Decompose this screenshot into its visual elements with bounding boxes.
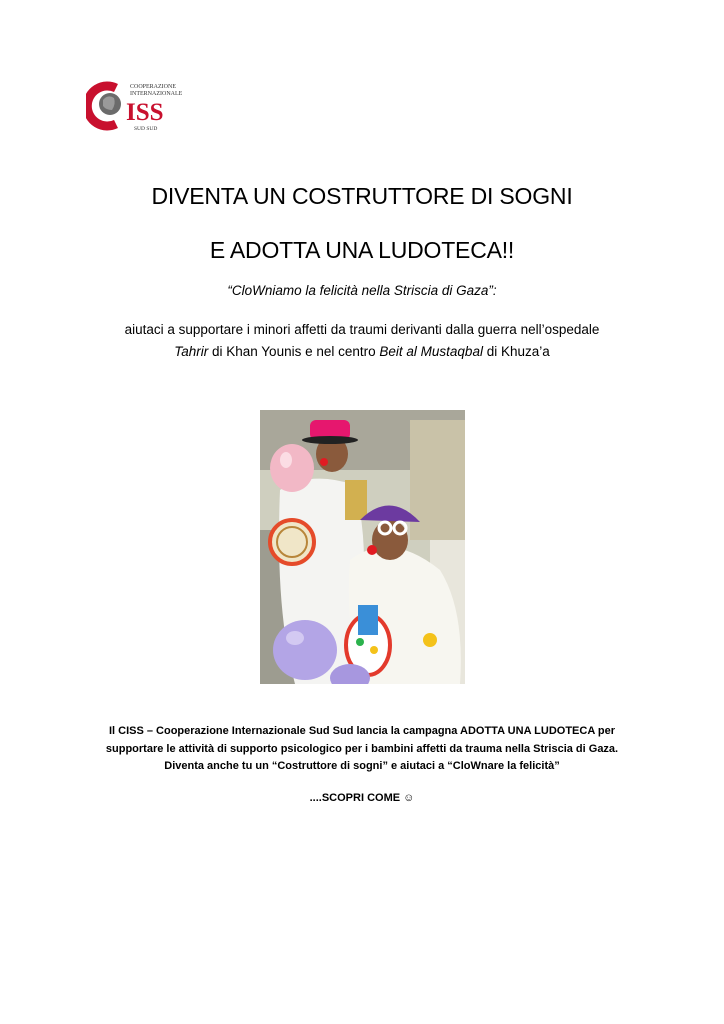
campaign-line-3: Diventa anche tu un “Costruttore di sogni” e aiutaci a “CloWnare la felicità” — [164, 760, 560, 772]
intro-line-2-mid: di Khan Younis e nel centro — [208, 344, 380, 359]
center-name: Beit al Mustaqbal — [379, 344, 483, 359]
intro-line-1: aiutaci a supportare i minori affetti da traumi derivanti dalla guerra nell’ospedale — [124, 322, 600, 337]
clowns-photo — [260, 410, 465, 684]
intro-line-2 — [40, 341, 684, 363]
ciss-logo — [86, 80, 198, 132]
intro-paragraph — [40, 319, 684, 363]
svg-text:SUD SUD: SUD SUD — [134, 126, 158, 132]
title-line-2: E ADOTTA UNA LUDOTECA!! — [209, 237, 515, 263]
campaign-line-1: Il CISS – Cooperazione Internazionale Sud Sud lancia la campagna ADOTTA UNA LUDOTECA per — [108, 725, 616, 737]
svg-text:COOPERAZIONE: COOPERAZIONE — [130, 84, 176, 90]
hospital-name: Tahrir — [174, 344, 209, 359]
svg-text:ISS: ISS — [126, 99, 164, 126]
intro-line-2-end: di Khuza’a — [482, 344, 550, 359]
title-line-1: DIVENTA UN COSTRUTTORE DI SOGNI — [151, 183, 573, 209]
subtitle: “CloWniamo la felicità nella Striscia di Gaza”: — [227, 283, 497, 298]
campaign-line-2: supportare le attività di supporto psicologico per i bambini affetti da trauma nella Striscia di Gaza. — [105, 742, 619, 755]
svg-text:INTERNAZIONALE: INTERNAZIONALE — [130, 91, 183, 97]
campaign-paragraph — [40, 723, 684, 776]
scopri-come-link[interactable]: ....SCOPRI COME ☺ — [309, 792, 415, 804]
